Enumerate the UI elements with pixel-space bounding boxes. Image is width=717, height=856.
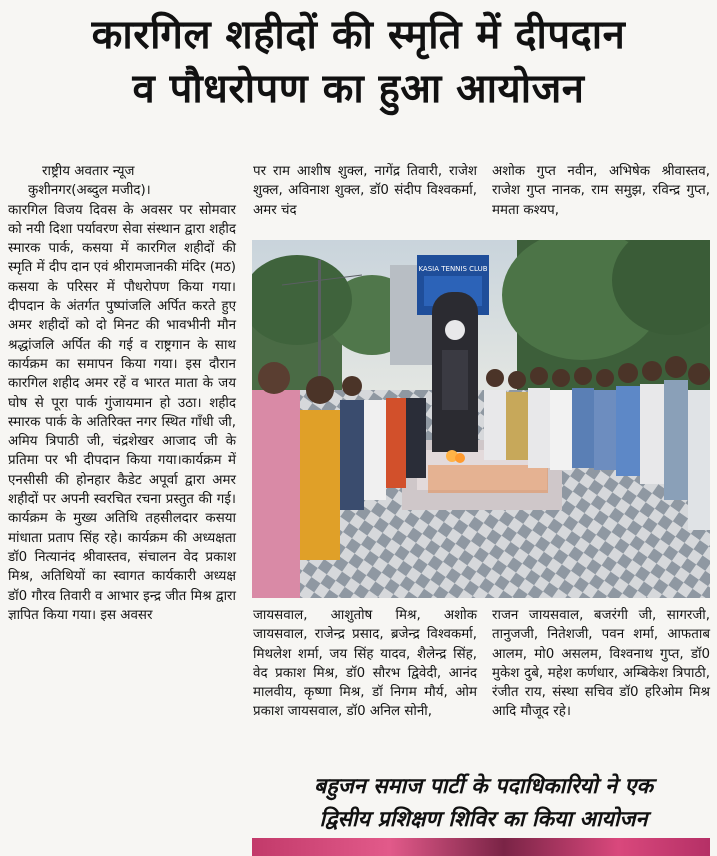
article-body-right-top: अशोक गुप्त नवीन, अभिषेक श्रीवास्तव, राजेश गुप्त नानक, राम समुझ, रविन्द्र गुप्त, ममता कश्यप, — [492, 164, 710, 218]
next-article-photo-strip — [252, 838, 710, 856]
article-body-right-bottom: राजन जायसवाल, बजरंगी जी, सागरजी, तानुजजी, नितेशजी, पवन शर्मा, आफताब आलम, मो0 असलम, विश्वनाथ गुप्त, डॉ0 मुकेश दुबे, महेश कर्णधार, अम्बिकेश त्रिपाठी, रंजीत राय, संस्था सचिव डॉ0 हरिओम मिश्र आदि मौजूद रहे। — [492, 608, 710, 720]
byline: राष्ट्रीय अवतार न्यूज — [42, 164, 135, 179]
sub-headline-line-2: द्विसीय प्रशिक्षण शिविर का किया आयोजन — [319, 807, 648, 832]
sub-headline-line-1: बहुजन समाज पार्टी के पदाधिकारियो ने एक — [314, 774, 653, 799]
article-column-middle-bottom — [253, 606, 477, 722]
article-column-left — [8, 162, 236, 625]
dateline: कुशीनगर(अब्दुल मजीद)। — [28, 183, 151, 199]
headline-line-2: व पौधरोपण का हुआ आयोजन — [132, 66, 585, 112]
event-photo — [252, 240, 710, 598]
article-column-right-bottom — [492, 606, 710, 722]
sub-headline — [250, 770, 717, 836]
article-body-left: कारगिल विजय दिवस के अवसर पर सोमवार को नयी दिशा पर्यावरण सेवा संस्थान द्वारा शहीद स्मारक पार्क, कसया में कारगिल शहीदों की स्मृति में दीप दान एवं श्रीरामजानकी मंदिर (मठ) कसया के परिसर में पौधरोपण किया गया। दीपदान के अंतर्गत पुष्पांजलि अर्पित करते हुए अमर शहीदों को दो मिनट की भावभीनी मौन श्रद्धांजलि अर्पित की गई व राष्ट्रगान के साथ कार्यक्रम का समापन किया गया। इस दौरान कारगिल शहीद अमर रहें व भारत माता के जय घोष से पूरा पार्क गुंजायमान हो उठा। शहीद स्मारक पार्क के अतिरिक्त नगर स्थित गाँधी जी, अमिय त्रिपाठी जी, चंद्रशेखर आजाद जी के प्रतिमा पर भी दीपदान किया गया।कार्यक्रम में एनसीसी की होनहार कैडेट अपूर्वा द्वारा अमर शहीदों पर अपनी स्वरचित रचना प्रस्तुत की गई। कार्यक्रम के मुख्य अतिथि तहसीलदार कसया मांधाता प्रताप सिंह रहे। कार्यक्रम की अध्यक्षता डॉ0 नित्यानंद श्रीवास्तव, संचालन वेद प्रकाश मिश्र, अतिथियों का स्वागत कार्यकारी अध्यक्ष डॉ0 गौरव तिवारी व आभार इन्द्र जीत मिश्र द्वारा ज्ञापित किया गया। इस अवसर — [8, 202, 236, 623]
article-column-middle-top — [253, 162, 477, 220]
headline — [0, 8, 717, 116]
article-body-middle-top: पर राम आशीष शुक्ल, नागेंद्र तिवारी, राजेश शुक्ल, अविनाश शुक्ल, डॉ0 संदीप विश्वकर्मा, अमर चंद — [253, 164, 477, 218]
sign-text: KASIA TENNIS CLUB — [418, 265, 488, 273]
article-body-middle-bottom: जायसवाल, आशुतोष मिश्र, अशोक जायसवाल, राजेन्द्र प्रसाद, ब्रजेन्द्र विश्वकर्मा, मिथलेश शर्मा, जय सिंह यादव, शैलेन्द्र सिंह, वेद प्रकाश मिश्र, डॉ0 सौरभ द्विवेदी, आनंद मालवीय, कृष्णा मिश्र, डॉ निगम मौर्य, ओम प्रकाश जायसवाल, डॉ0 अनिल सोनी, — [253, 608, 477, 720]
article-column-right-top — [492, 162, 710, 220]
headline-line-1: कारगिल शहीदों की स्मृति में दीपदान — [91, 12, 626, 58]
